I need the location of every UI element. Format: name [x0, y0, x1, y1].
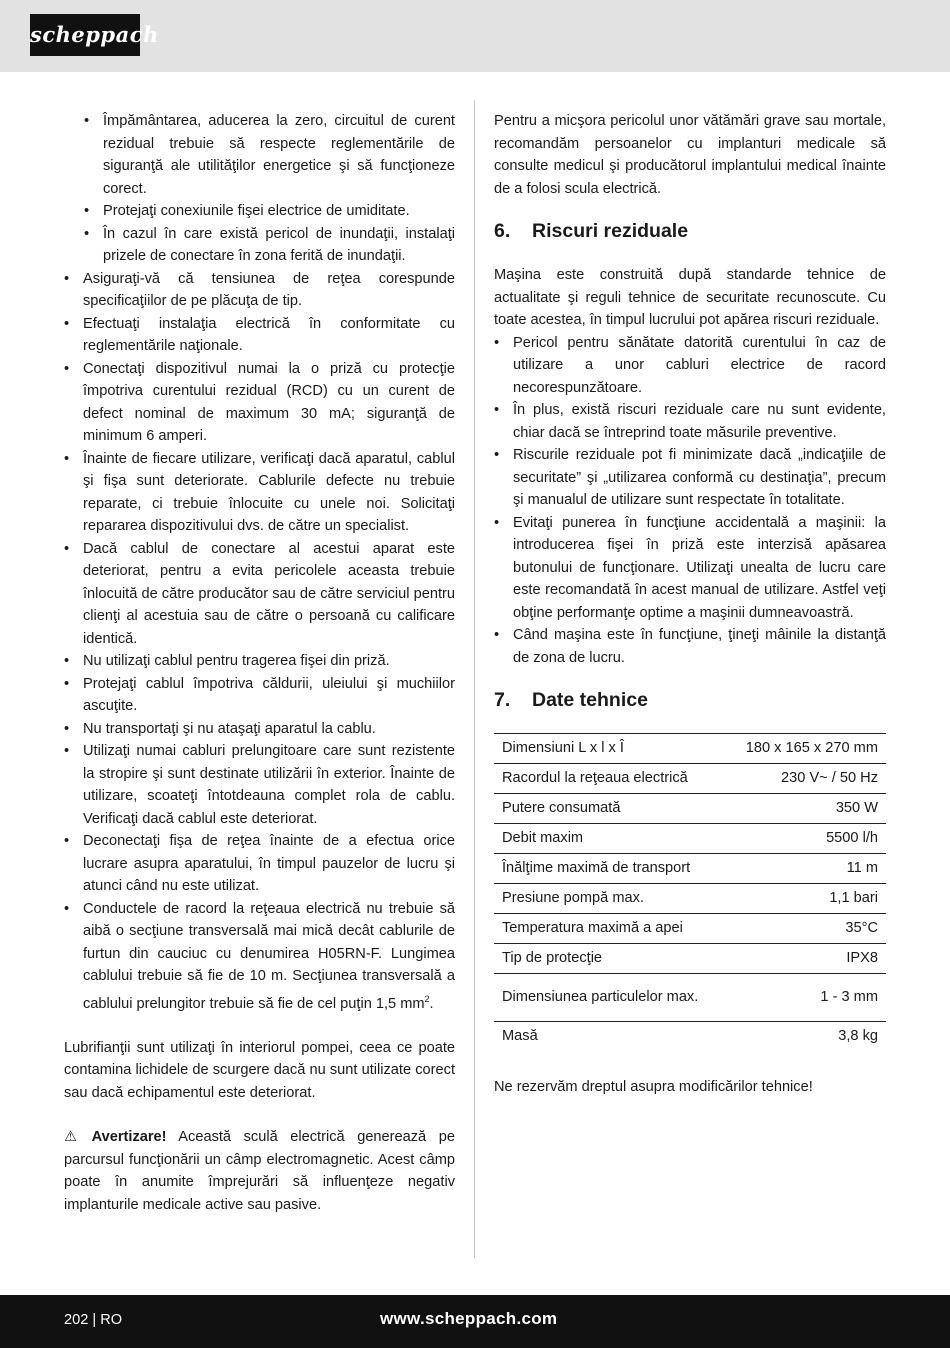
spec-value: 11 m — [710, 854, 886, 884]
left-column — [64, 110, 455, 1216]
warning-paragraph — [64, 1126, 455, 1216]
spec-value: 180 x 165 x 270 mm — [710, 734, 886, 764]
list-item: • Deconectaţi fişa de reţea înainte de a efectua orice lucrare asupra aparatului, în timpul pauzelor de lucru şi atunci când nu este utilizat. — [64, 830, 455, 898]
sub-bullet-list — [64, 110, 455, 268]
residual-risks-paragraph: Maşina este construită după standarde tehnice de actualitate şi reguli tehnice de securitate recunoscute. Cu toate acestea, în timpul lucrului pot apărea riscuri reziduale. — [494, 267, 886, 328]
spec-label: Presiune pompă max. — [494, 884, 710, 914]
spec-label: Masă — [494, 1022, 710, 1052]
scheppach-logo: scheppach — [30, 14, 140, 56]
spec-label: Tip de protecţie — [494, 944, 710, 974]
spec-label: Debit maxim — [494, 824, 710, 854]
sentence-end: . — [429, 995, 434, 1012]
section-number: 7. — [494, 689, 511, 711]
right-column — [494, 110, 886, 1099]
table-row — [494, 824, 886, 854]
section-number: 6. — [494, 220, 511, 242]
list-item — [64, 898, 455, 1015]
list-item: • În plus, există riscuri reziduale care nu sunt evidente, chiar dacă se întreprind toate măsurile preventive. — [494, 399, 886, 444]
website-url: www.scheppach.com — [380, 1309, 558, 1328]
table-row — [494, 944, 886, 974]
page-header — [0, 0, 950, 72]
section-6-heading — [494, 218, 886, 244]
list-item: • Înainte de fiecare utilizare, verificaţi dacă aparatul, cablul şi fişa sunt deteriorate. Cablurile defecte nu trebuie reparate, ci trebuie înlocuite cu unele noi. Solicitaţi repararea dispozitivului dvs. de către un specialist. — [64, 448, 455, 538]
spec-value: 5500 l/h — [710, 824, 886, 854]
section-title: Riscuri reziduale — [532, 220, 689, 242]
section-title: Date tehnice — [532, 689, 648, 711]
technical-data-table — [494, 733, 886, 1051]
table-row — [494, 1022, 886, 1052]
lubricants-paragraph: Lubrifianţii sunt utilizaţi în interiorul pompei, ceea ce poate contamina lichidele de scurgere dacă nu sunt utilizate corect sau dacă echipamentul este deteriorat. — [64, 1039, 455, 1101]
spec-label: Temperatura maximă a apei — [494, 914, 710, 944]
list-item: • Când maşina este în funcţiune, ţineţi mâinile la distanţă de zona de lucru. — [494, 624, 886, 669]
spec-label: Racordul la reţeaua electrică — [494, 764, 710, 794]
warning-icon: ⚠ — [64, 1129, 86, 1146]
spec-value: 230 V~ / 50 Hz — [710, 764, 886, 794]
bullet-list — [64, 268, 455, 1015]
table-row — [494, 974, 886, 1022]
spec-label: Înălţime maximă de transport — [494, 854, 710, 884]
implant-paragraph: Pentru a micşora pericolul unor vătămări grave sau mortale, recomandăm persoanelor cu implanturi medicale să consulte medicul şi producătorul implantului medical înainte de a folosi scula electrică. — [494, 113, 886, 197]
residual-risks-list — [494, 332, 886, 670]
table-row — [494, 794, 886, 824]
technical-changes-note: Ne rezervăm dreptul asupra modificărilor tehnice! — [494, 1079, 813, 1095]
list-item: • Protejaţi cablul împotriva căldurii, uleiului şi muchiilor ascuţite. — [64, 673, 455, 718]
list-item: • Conectaţi dispozitivul numai la o priză cu protecţie împotriva curentului rezidual (RCD) cu un curent de defect nominal de maximum 30 mA; siguranţă de minimum 6 amperi. — [64, 358, 455, 448]
warning-text: Această sculă electrică generează pe parcursul funcţionării un câmp electromagnetic. Acest câmp poate în anumite împrejurări să influenţeze negativ implanturile medicale active sau pasive. — [64, 1129, 455, 1213]
list-item: • Protejaţi conexiunile fişei electrice de umiditate. — [84, 200, 455, 223]
spec-value: 1 - 3 mm — [710, 974, 886, 1022]
warning-label: Avertizare! — [91, 1129, 167, 1146]
list-item: • Nu transportaţi şi nu ataşaţi aparatul la cablu. — [64, 718, 455, 741]
page-footer — [0, 1295, 950, 1348]
list-item: • În cazul în care există pericol de inundaţii, instalaţi prizele de conectare în zona ferită de inundaţii. — [84, 223, 455, 268]
list-item: • Împământarea, aducerea la zero, circuitul de curent rezidual trebuie să respecte reglementările de siguranţă ale utilităţilor energetice şi să funcţioneze corect. — [84, 110, 455, 200]
column-divider — [474, 100, 475, 1258]
list-item: • Dacă cablul de conectare al acestui aparat este deteriorat, pentru a evita pericolele aceasta trebuie înlocuită de către producător sau de către serviciul pentru clienţi al acestuia sau de către o persoană cu calificare identică. — [64, 538, 455, 651]
table-row — [494, 884, 886, 914]
spec-label: Dimensiuni L x l x Î — [494, 734, 710, 764]
spec-label: Dimensiunea particulelor max. — [494, 974, 710, 1022]
spec-value: 350 W — [710, 794, 886, 824]
table-row — [494, 854, 886, 884]
list-item: • Pericol pentru sănătate datorită curentului în caz de utilizare a unor cabluri electrice de racord necorespunzătoare. — [494, 332, 886, 400]
list-item: • Nu utilizaţi cablul pentru tragerea fişei din priză. — [64, 650, 455, 673]
spec-value: 35°C — [710, 914, 886, 944]
list-item: • Riscurile reziduale pot fi minimizate dacă „indicaţiile de securitate” şi „utilizarea conformă cu destinaţia”, precum şi manualul de utilizare sunt respectate în totalitate. — [494, 444, 886, 512]
table-row — [494, 764, 886, 794]
table-row — [494, 734, 886, 764]
list-item: • Efectuaţi instalaţia electrică în conformitate cu reglementările naţionale. — [64, 313, 455, 358]
spec-value: IPX8 — [710, 944, 886, 974]
list-item: • Utilizaţi numai cabluri prelungitoare care sunt rezistente la stropire şi sunt destinate utilizării în exterior. Înainte de utilizare, scoateţi întotdeauna complet rola de cablu. Verificaţi dacă cablul este deteriorat. — [64, 740, 455, 830]
section-7-heading — [494, 687, 886, 713]
page-number: 202 | RO — [64, 1312, 123, 1328]
superscript: 2 — [424, 993, 430, 1004]
table-row — [494, 914, 886, 944]
cable-requirements-text: Conductele de racord la reţeaua electrică nu trebuie să aibă o secţiune transversală mai mică decât cablurile de furtun din cauciuc cu denumirea H05RN-F. Lungimea cablului trebuie să fie de 10 m. Secţiunea transversală a cablului prelungitor trebuie să fie de cel puţin 1,5 mm — [83, 900, 455, 1012]
list-item: • Asiguraţi-vă că tensiunea de reţea corespunde specificaţiilor de pe plăcuţa de tip. — [64, 268, 455, 313]
spec-value: 1,1 bari — [710, 884, 886, 914]
spec-label: Putere consumată — [494, 794, 710, 824]
list-item: • Evitaţi punerea în funcţiune accidentală a maşinii: la introducerea fişei în priză este interzisă apăsarea butonului de funcţionare. Utilizaţi unealta de lucru care este recomandată în acest manual de utilizare. Astfel veţi obţine performanţe optime a maşinii dumneavoastră. — [494, 512, 886, 625]
spec-value: 3,8 kg — [710, 1022, 886, 1052]
